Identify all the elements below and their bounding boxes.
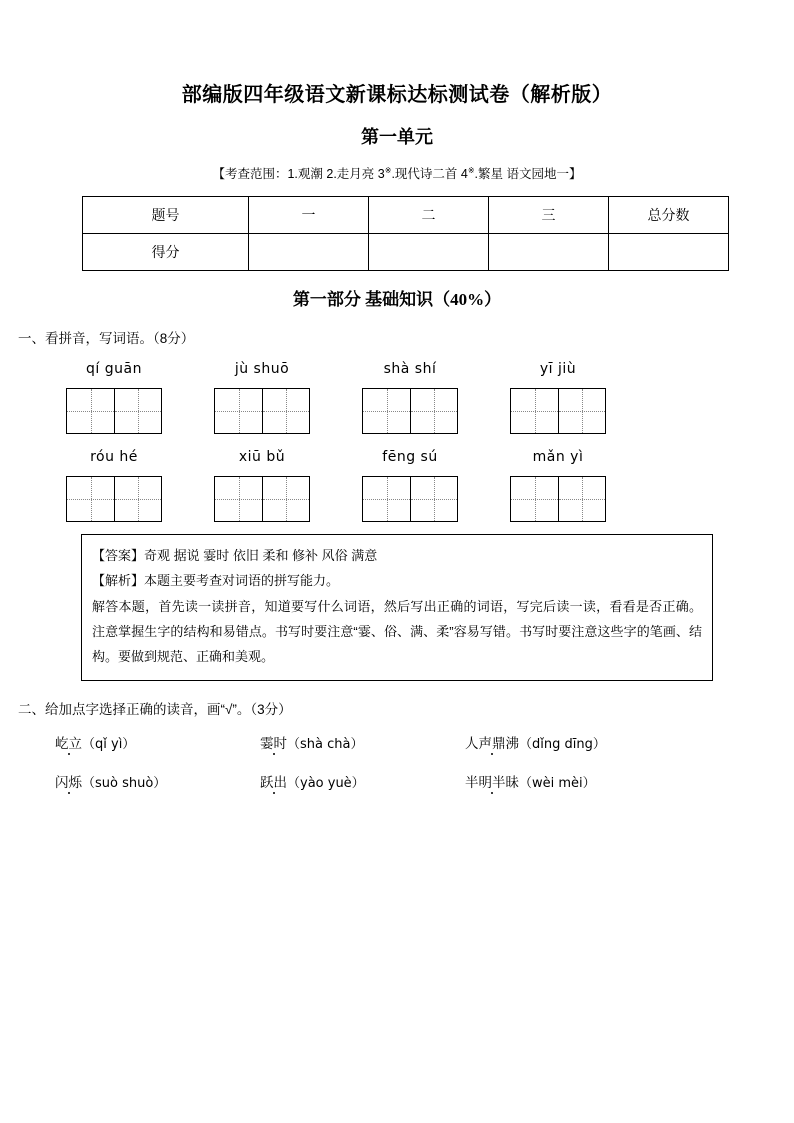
emphasized-word xyxy=(260,771,287,791)
pronunciation-options[interactable]: （suò shuò） xyxy=(82,775,167,791)
score-cell-2[interactable] xyxy=(489,234,609,271)
writing-grid-cell[interactable] xyxy=(410,477,457,521)
pinyin-label: jù shuō xyxy=(234,361,290,377)
pinyin-label: yī jiù xyxy=(539,361,577,377)
scope-mark-1: ※ xyxy=(384,165,392,175)
writing-grid-cell[interactable] xyxy=(262,389,309,433)
pinyin-writing-block xyxy=(0,347,794,522)
writing-grid-cell[interactable] xyxy=(363,477,410,521)
pronunciation-item[interactable] xyxy=(260,732,465,752)
writing-grid-cell[interactable] xyxy=(262,477,309,521)
writing-grid-cell[interactable] xyxy=(114,389,161,433)
writing-grid[interactable] xyxy=(510,476,606,522)
pronunciation-item[interactable] xyxy=(55,732,260,752)
analysis-line: 【解析】本题主要考查对词语的拼写能力。 xyxy=(92,573,340,589)
writing-grid-cell[interactable] xyxy=(558,477,605,521)
writing-grid[interactable] xyxy=(362,388,458,434)
score-cell-1[interactable] xyxy=(369,234,489,271)
emphasized-word xyxy=(465,771,519,791)
pinyin-label: fēng sú xyxy=(382,449,438,465)
writing-grid-cell[interactable] xyxy=(410,389,457,433)
question-1-stem: 一、看拼音，写词语。（8分） xyxy=(18,331,195,346)
emphasized-char: 半明半昧 xyxy=(465,771,519,791)
pronunciation-options[interactable]: （wèi mèi） xyxy=(519,775,596,791)
score-table-col-header-0: 一 xyxy=(249,197,369,234)
pinyin-item xyxy=(336,447,484,522)
pronunciation-options[interactable]: （dǐng dīng） xyxy=(519,736,606,752)
table-row xyxy=(83,197,729,234)
writing-grid[interactable] xyxy=(362,476,458,522)
pronunciation-block xyxy=(0,718,794,791)
writing-grid[interactable] xyxy=(66,476,162,522)
score-cell-3[interactable] xyxy=(609,234,729,271)
pronunciation-options[interactable]: （qǐ yì） xyxy=(82,736,136,752)
pinyin-item xyxy=(40,359,188,434)
score-table xyxy=(82,196,729,271)
emphasized-char: 屹立 xyxy=(55,732,82,752)
writing-grid-cell[interactable] xyxy=(67,477,114,521)
pronunciation-item[interactable] xyxy=(465,732,685,752)
unit-title: 第一单元 xyxy=(361,127,433,147)
writing-grid[interactable] xyxy=(510,388,606,434)
pinyin-row-1 xyxy=(40,359,794,434)
pronunciation-options[interactable]: （yào yuè） xyxy=(287,775,365,791)
score-table-row-label-1: 得分 xyxy=(83,234,249,271)
writing-grid[interactable] xyxy=(66,388,162,434)
pinyin-row-2 xyxy=(40,447,794,522)
emphasized-char: 人声鼎沸 xyxy=(465,732,519,752)
score-table-col-header-3: 总分数 xyxy=(609,197,729,234)
emphasized-word xyxy=(55,732,82,752)
pronunciation-item[interactable] xyxy=(465,771,685,791)
score-cell-0[interactable] xyxy=(249,234,369,271)
writing-grid-cell[interactable] xyxy=(511,477,558,521)
writing-grid[interactable] xyxy=(214,476,310,522)
pinyin-label: róu hé xyxy=(90,449,138,465)
pinyin-item xyxy=(484,359,632,434)
writing-grid-cell[interactable] xyxy=(215,389,262,433)
emphasized-char: 霎时 xyxy=(260,732,287,752)
pinyin-label: mǎn yì xyxy=(532,449,584,465)
score-table-col-header-1: 二 xyxy=(369,197,489,234)
answer-line: 【答案】奇观 据说 霎时 依旧 柔和 修补 风俗 满意 xyxy=(92,548,378,563)
score-table-wrapper xyxy=(82,196,712,271)
question-2-stem: 二、给加点字选择正确的读音，画“√”。（3分） xyxy=(18,701,292,717)
scope-prefix: 【考查范围：1.观潮 2.走月亮 3 xyxy=(212,167,385,181)
pinyin-label: xiū bǔ xyxy=(238,449,286,465)
score-table-row-label-0: 题号 xyxy=(83,197,249,234)
emphasized-char: 闪烁 xyxy=(55,771,82,791)
pronunciation-options[interactable]: （shà chà） xyxy=(287,736,364,752)
scope-mark-2: ※ xyxy=(467,165,475,175)
pinyin-item xyxy=(188,447,336,522)
score-table-col-header-2: 三 xyxy=(489,197,609,234)
scope-mid: .现代诗二首 4 xyxy=(391,167,468,181)
writing-grid-cell[interactable] xyxy=(558,389,605,433)
writing-grid-cell[interactable] xyxy=(215,477,262,521)
pronunciation-row-2 xyxy=(55,771,794,791)
pinyin-item xyxy=(336,359,484,434)
pronunciation-item[interactable] xyxy=(55,771,260,791)
scope-suffix: .繁星 语文园地一】 xyxy=(474,167,582,181)
writing-grid[interactable] xyxy=(214,388,310,434)
writing-grid-cell[interactable] xyxy=(511,389,558,433)
pinyin-item xyxy=(188,359,336,434)
table-row xyxy=(83,234,729,271)
writing-grid-cell[interactable] xyxy=(114,477,161,521)
emphasized-word xyxy=(465,732,519,752)
analysis-body: 解答本题，首先读一读拼音，知道要写什么词语，然后写出正确的词语，写完后读一读，看看是否正确。注意掌握生字的结构和易错点。书写时要注意“霎、俗、满、柔”容易写错。书写时要注意这些字的笔画、结构。要做到规范、正确和美观。 xyxy=(92,598,702,665)
emphasized-word xyxy=(260,732,287,752)
emphasized-char: 跃出 xyxy=(260,771,287,791)
page-title: 部编版四年级语文新课标达标测试卷（解析版） xyxy=(181,84,613,106)
writing-grid-cell[interactable] xyxy=(67,389,114,433)
pinyin-item xyxy=(484,447,632,522)
part-heading: 第一部分 基础知识（40%） xyxy=(292,290,502,309)
writing-grid-cell[interactable] xyxy=(363,389,410,433)
pinyin-item xyxy=(40,447,188,522)
pinyin-label: qí guān xyxy=(86,361,142,377)
pinyin-label: shà shí xyxy=(383,361,437,377)
scope-line xyxy=(0,149,794,182)
answer-analysis-box xyxy=(81,534,713,681)
emphasized-word xyxy=(55,771,82,791)
pronunciation-item[interactable] xyxy=(260,771,465,791)
pronunciation-row-1 xyxy=(55,732,794,752)
